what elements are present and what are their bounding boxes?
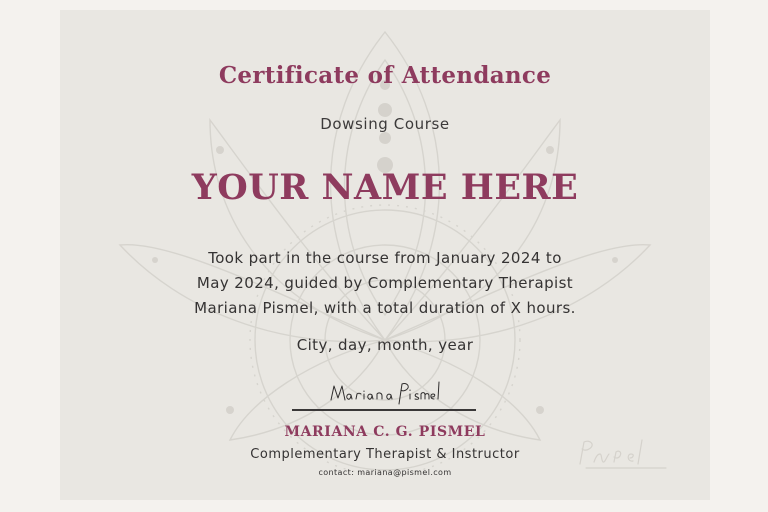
contact-email: contact: mariana@pismel.com <box>318 468 452 477</box>
pismel-logo-icon <box>566 434 686 474</box>
body-line: Took part in the course from January 2024 to <box>208 249 562 267</box>
certificate-title: Certificate of Attendance <box>218 62 552 89</box>
signer-role: Complementary Therapist & Instructor <box>250 447 520 462</box>
handwritten-signature <box>325 378 445 408</box>
signature-line <box>292 409 476 411</box>
certificate-body <box>60 246 710 321</box>
body-line: May 2024, guided by Complementary Therapist <box>196 274 574 292</box>
recipient-name: YOUR NAME HERE <box>191 167 579 208</box>
signer-name: MARIANA C. G. PISMEL <box>284 424 486 440</box>
certificate-card <box>60 10 710 500</box>
body-line: Mariana Pismel, with a total duration of X hours. <box>194 299 576 317</box>
place-date: City, day, month, year <box>296 336 474 354</box>
course-name: Dowsing Course <box>320 115 450 133</box>
